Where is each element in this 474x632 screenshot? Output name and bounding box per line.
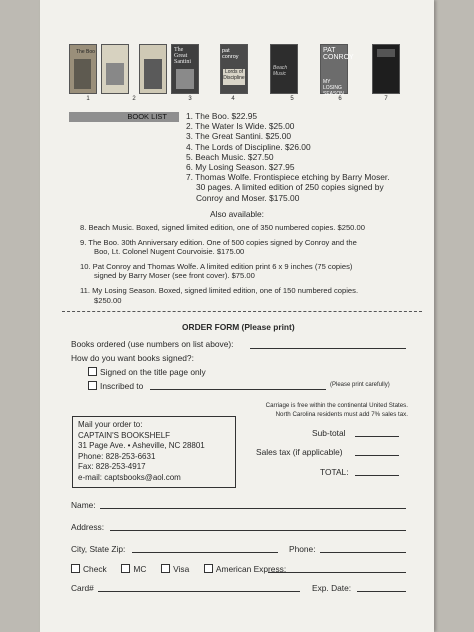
list-item: 5. Beach Music. $27.50 <box>186 151 274 162</box>
print-carefully-note: (Please print carefully) <box>330 382 390 388</box>
carriage-note-line: North Carolina residents must add 7% sales tax. <box>275 411 408 418</box>
book-list-label-bar <box>69 112 179 122</box>
address-field[interactable] <box>110 530 406 531</box>
mail-line: e-mail: captsbooks@aol.com <box>78 472 181 482</box>
list-item: 7. Thomas Wolfe. Frontispiece etching by Barry Moser. <box>186 172 390 183</box>
list-item: 11. My Losing Season. Boxed, signed limited edition, one of 150 numbered copies. <box>80 285 359 295</box>
pay-amex-label: American Express: <box>215 564 287 574</box>
visa-checkbox[interactable] <box>161 564 170 573</box>
exp-date-field[interactable] <box>357 591 406 592</box>
book-cover-great-santini: The Great Santini <box>171 44 199 94</box>
name-label: Name: <box>71 500 96 510</box>
list-item: 8. Beach Music. Boxed, signed limited edition, one of 350 numbered copies. $250.00 <box>80 223 365 232</box>
book-number: 2 <box>132 96 136 102</box>
list-item: Conroy and Moser. $175.00 <box>196 192 300 203</box>
book-cover-my-losing-season: PAT CONROY MY LOSING SEASON <box>320 44 348 94</box>
list-item: 1. The Boo. $22.95 <box>186 111 258 121</box>
book-cover-thomas-wolfe <box>372 44 400 94</box>
name-field[interactable] <box>100 508 406 509</box>
phone-label: Phone: <box>289 544 316 554</box>
divider <box>62 311 422 312</box>
address-label: Address: <box>71 522 105 532</box>
carriage-note <box>240 401 408 419</box>
sales-tax-field[interactable] <box>355 455 399 456</box>
list-item: 4. The Lords of Discipline. $26.00 <box>186 141 311 152</box>
also-available-list <box>80 223 365 305</box>
book-number: 6 <box>338 96 342 102</box>
list-item: $250.00 <box>94 295 122 305</box>
payment-options <box>71 564 286 574</box>
book-cover-the-boo: The Boo <box>69 44 97 94</box>
card-number-field[interactable] <box>98 591 300 592</box>
pay-mc-label: MC <box>133 564 147 574</box>
city-field[interactable] <box>132 552 278 553</box>
mc-checkbox[interactable] <box>121 564 130 573</box>
option-title-page <box>88 367 206 377</box>
list-item: 9. The Boo. 30th Anniversary edition. One of 500 copies signed by Conroy and the <box>80 237 357 247</box>
inscribed-to-field[interactable] <box>150 389 326 390</box>
list-item: 3. The Great Santini. $25.00 <box>186 131 292 142</box>
inscribed-checkbox[interactable] <box>88 381 97 390</box>
book-number: 4 <box>231 96 235 102</box>
list-item: 6. My Losing Season. $27.95 <box>186 162 295 173</box>
book-list-label: BOOK LIST <box>127 112 167 121</box>
phone-field[interactable] <box>320 552 406 553</box>
also-available-title: Also available: <box>210 209 265 219</box>
book-number: 5 <box>290 96 294 102</box>
mail-line: Mail your order to: <box>78 420 143 429</box>
list-item: Boo, Lt. Colonel Nugent Courvoisie. $175.00 <box>94 247 245 257</box>
books-ordered-field[interactable] <box>250 348 406 349</box>
book-number: 3 <box>188 96 192 102</box>
books-ordered-label: Books ordered (use numbers on list above): <box>71 339 234 349</box>
list-item: 30 pages. A limited edition of 250 copies signed by <box>196 182 384 193</box>
option-inscribed <box>88 381 143 391</box>
order-form-page <box>40 0 434 632</box>
book-cover-beach-music: Beach Music <box>270 44 298 94</box>
mail-line: CAPTAIN'S BOOKSHELF <box>78 430 171 440</box>
pay-check-label: Check <box>83 564 107 574</box>
list-item: 10. Pat Conroy and Thomas Wolfe. A limited edition print 6 x 9 inches (75 copies) <box>80 261 353 271</box>
amex-checkbox[interactable] <box>204 564 213 573</box>
signed-question: How do you want books signed?: <box>71 353 194 363</box>
list-item: 2. The Water Is Wide. $25.00 <box>186 121 295 132</box>
order-form-title: ORDER FORM (Please print) <box>182 322 295 332</box>
book-cover-lords-of-discipline: pat conroy Lords of Discipline <box>220 44 248 94</box>
book-number: 7 <box>384 96 388 102</box>
mail-line: 31 Page Ave. • Asheville, NC 28801 <box>78 441 205 451</box>
list-item: signed by Barry Moser (see front cover). $75.00 <box>94 271 255 281</box>
subtotal-label: Sub-total <box>312 428 346 438</box>
book-list <box>186 111 390 203</box>
mail-order-box <box>72 416 236 488</box>
book-cover-water-is-wide <box>101 44 129 94</box>
card-label: Card# <box>71 583 94 593</box>
sales-tax-label: Sales tax (if applicable) <box>256 447 343 457</box>
pay-visa-label: Visa <box>173 564 190 574</box>
city-label: City, State Zip: <box>71 544 126 554</box>
option-title-page-label: Signed on the title page only <box>100 367 206 377</box>
title-page-checkbox[interactable] <box>88 367 97 376</box>
mail-line: Fax: 828-253-4917 <box>78 462 146 472</box>
book-number: 1 <box>86 96 90 102</box>
subtotal-field[interactable] <box>355 436 399 437</box>
mail-line: Phone: 828-253-6631 <box>78 451 156 461</box>
total-label: TOTAL: <box>320 467 349 477</box>
option-inscribed-label: Inscribed to <box>100 381 144 391</box>
amex-field[interactable] <box>268 572 406 573</box>
check-checkbox[interactable] <box>71 564 80 573</box>
carriage-note-line: Carriage is free within the continental United States. <box>265 402 408 409</box>
total-field[interactable] <box>355 475 399 476</box>
exp-date-label: Exp. Date: <box>312 583 352 593</box>
book-cover-extra <box>139 44 167 94</box>
